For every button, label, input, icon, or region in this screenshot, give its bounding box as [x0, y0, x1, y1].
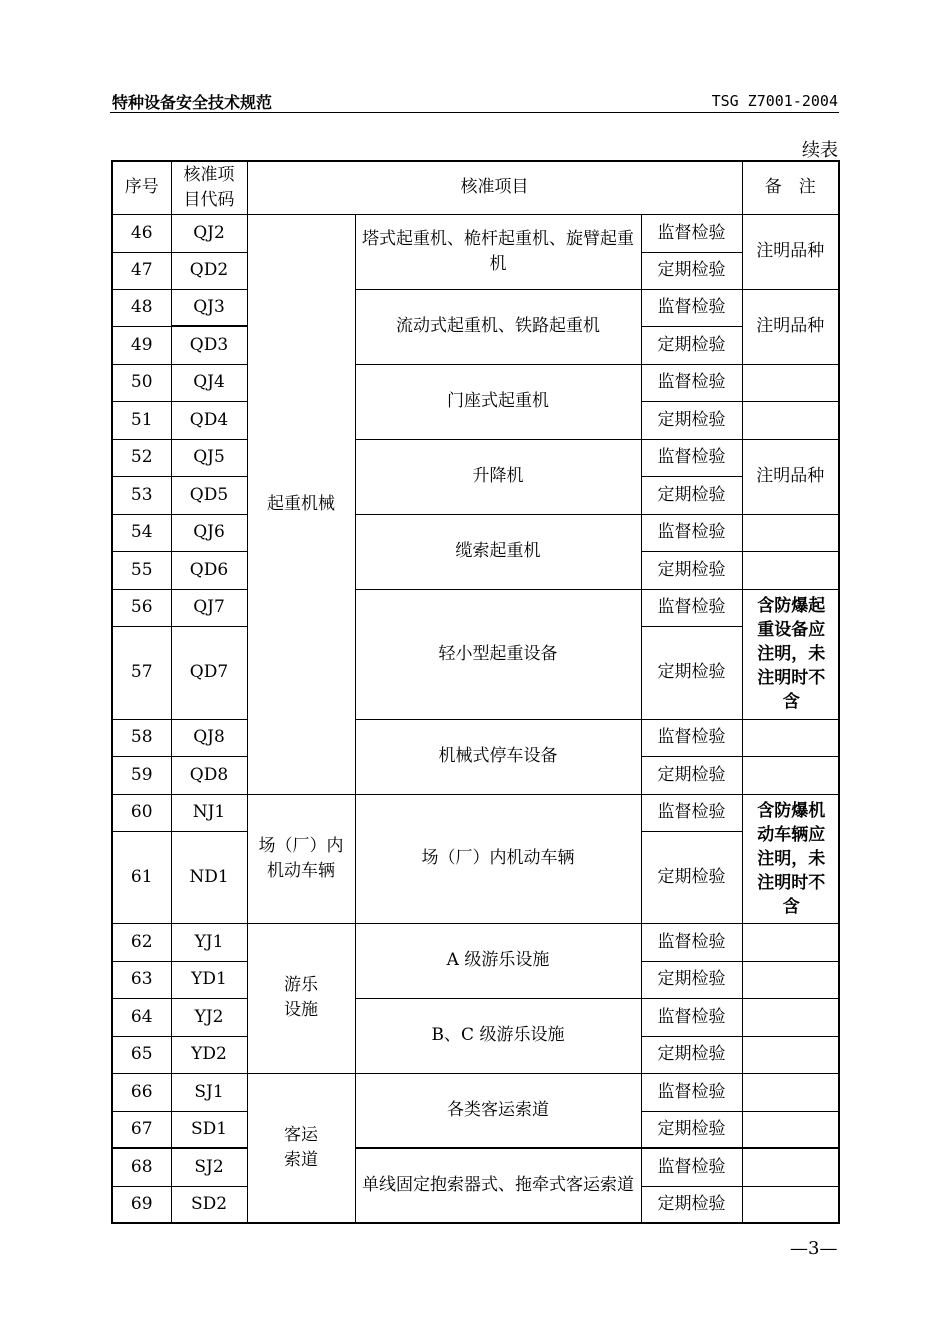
table-row	[112, 719, 839, 756]
row-code: QJ5	[171, 439, 247, 476]
row-note: 含防爆起重设备应注明，未注明时不含	[742, 589, 839, 719]
row-note-empty	[742, 998, 839, 1036]
item-tower-crane: 塔式起重机、桅杆起重机、旋臂起重机	[355, 214, 641, 289]
page-number: —3—	[790, 1238, 838, 1259]
row-note-empty	[742, 719, 839, 756]
category-amusement: 游乐设施	[247, 923, 355, 1073]
row-seq: 51	[112, 401, 171, 439]
table-row	[112, 289, 839, 326]
row-code: YJ1	[171, 923, 247, 961]
row-seq: 46	[112, 214, 171, 252]
item-parking: 机械式停车设备	[355, 719, 641, 794]
category-vehicle: 场（厂）内机动车辆	[247, 794, 355, 923]
row-note: 注明品种	[742, 289, 839, 364]
row-seq: 49	[112, 326, 171, 364]
row-note-empty	[742, 1111, 839, 1148]
item-ride-bc: B、C 级游乐设施	[355, 998, 641, 1073]
row-code: QD2	[171, 252, 247, 289]
row-inspection-type: 定期检验	[641, 326, 742, 364]
row-seq: 58	[112, 719, 171, 756]
table-row	[112, 923, 839, 961]
item-mobile-crane: 流动式起重机、铁路起重机	[355, 289, 641, 364]
row-inspection-type: 监督检验	[641, 514, 742, 551]
row-code: QD6	[171, 551, 247, 589]
row-inspection-type: 监督检验	[641, 794, 742, 831]
row-note-empty	[742, 1073, 839, 1111]
row-seq: 54	[112, 514, 171, 551]
document-code: TSG Z7001-2004	[711, 92, 838, 110]
row-code: SD1	[171, 1111, 247, 1148]
item-ride-a: A 级游乐设施	[355, 923, 641, 998]
category-ropeway: 客运索道	[247, 1073, 355, 1223]
row-seq: 48	[112, 289, 171, 326]
row-inspection-type: 定期检验	[641, 401, 742, 439]
document-series-title: 特种设备安全技术规范	[112, 93, 273, 112]
row-code: QD4	[171, 401, 247, 439]
row-inspection-type: 定期检验	[641, 1111, 742, 1148]
row-code: QJ7	[171, 589, 247, 626]
row-inspection-type: 定期检验	[641, 252, 742, 289]
header-item: 核准项目	[247, 161, 742, 214]
row-inspection-type: 定期检验	[641, 626, 742, 719]
row-seq: 62	[112, 923, 171, 961]
item-light-lifting: 轻小型起重设备	[355, 589, 641, 719]
row-inspection-type: 定期检验	[641, 756, 742, 794]
row-code: YD1	[171, 961, 247, 998]
table-row	[112, 1073, 839, 1111]
row-inspection-type: 监督检验	[641, 719, 742, 756]
row-inspection-type: 监督检验	[641, 214, 742, 252]
row-inspection-type: 定期检验	[641, 551, 742, 589]
table-row	[112, 514, 839, 551]
table-header-row	[112, 161, 839, 214]
header-code: 核准项目代码	[171, 161, 247, 214]
header-divider	[110, 112, 839, 113]
item-ropeway-all: 各类客运索道	[355, 1073, 641, 1148]
continued-label: 续表	[802, 140, 838, 161]
row-inspection-type: 定期检验	[641, 1036, 742, 1073]
row-seq: 68	[112, 1148, 171, 1186]
row-seq: 56	[112, 589, 171, 626]
row-inspection-type: 监督检验	[641, 1073, 742, 1111]
row-inspection-type: 监督检验	[641, 998, 742, 1036]
table-row	[112, 794, 839, 831]
row-seq: 57	[112, 626, 171, 719]
table-row	[112, 364, 839, 401]
row-seq: 63	[112, 961, 171, 998]
row-inspection-type: 监督检验	[641, 1148, 742, 1186]
row-note-empty	[742, 1186, 839, 1223]
header-seq: 序号	[112, 161, 171, 214]
table-row	[112, 439, 839, 476]
row-inspection-type: 监督检验	[641, 923, 742, 961]
row-seq: 50	[112, 364, 171, 401]
row-seq: 61	[112, 831, 171, 923]
row-inspection-type: 监督检验	[641, 439, 742, 476]
header-note: 备 注	[742, 161, 839, 214]
approval-items-table	[111, 160, 840, 1224]
row-note: 注明品种	[742, 214, 839, 289]
row-note: 注明品种	[742, 439, 839, 514]
row-inspection-type: 监督检验	[641, 589, 742, 626]
row-seq: 60	[112, 794, 171, 831]
row-seq: 52	[112, 439, 171, 476]
table-row	[112, 214, 839, 252]
row-seq: 64	[112, 998, 171, 1036]
row-note: 含防爆机动车辆应注明，未注明时不含	[742, 794, 839, 923]
table-row	[112, 589, 839, 626]
row-code: NJ1	[171, 794, 247, 831]
row-code: QJ8	[171, 719, 247, 756]
row-code: QD3	[171, 326, 247, 364]
row-code: QJ6	[171, 514, 247, 551]
row-seq: 55	[112, 551, 171, 589]
row-seq: 66	[112, 1073, 171, 1111]
row-inspection-type: 定期检验	[641, 831, 742, 923]
row-code: QD5	[171, 476, 247, 514]
row-note-empty	[742, 551, 839, 589]
row-code: ND1	[171, 831, 247, 923]
row-code: YD2	[171, 1036, 247, 1073]
row-note-empty	[742, 923, 839, 961]
row-seq: 65	[112, 1036, 171, 1073]
row-code: QD8	[171, 756, 247, 794]
row-seq: 67	[112, 1111, 171, 1148]
item-vehicle: 场（厂）内机动车辆	[355, 794, 641, 923]
row-note-empty	[742, 364, 839, 401]
row-inspection-type: 定期检验	[641, 1186, 742, 1223]
row-code: SD2	[171, 1186, 247, 1223]
row-inspection-type: 监督检验	[641, 289, 742, 326]
row-seq: 47	[112, 252, 171, 289]
item-lift: 升降机	[355, 439, 641, 514]
row-code: QJ3	[171, 289, 247, 326]
row-seq: 69	[112, 1186, 171, 1223]
row-inspection-type: 定期检验	[641, 961, 742, 998]
item-ropeway-fixed: 单线固定抱索器式、拖牵式客运索道	[355, 1148, 641, 1223]
table-row	[112, 998, 839, 1036]
row-code: YJ2	[171, 998, 247, 1036]
row-code: SJ2	[171, 1148, 247, 1186]
category-crane: 起重机械	[247, 214, 355, 794]
row-code: QJ4	[171, 364, 247, 401]
row-note-empty	[742, 961, 839, 998]
row-code: QJ2	[171, 214, 247, 252]
row-note-empty	[742, 514, 839, 551]
row-seq: 59	[112, 756, 171, 794]
row-note-empty	[742, 401, 839, 439]
row-note-empty	[742, 1036, 839, 1073]
row-inspection-type: 监督检验	[641, 364, 742, 401]
row-note-empty	[742, 1148, 839, 1186]
row-code: SJ1	[171, 1073, 247, 1111]
row-code: QD7	[171, 626, 247, 719]
item-portal-crane: 门座式起重机	[355, 364, 641, 439]
row-seq: 53	[112, 476, 171, 514]
table-row	[112, 1148, 839, 1186]
row-inspection-type: 定期检验	[641, 476, 742, 514]
row-note-empty	[742, 756, 839, 794]
item-cable-crane: 缆索起重机	[355, 514, 641, 589]
